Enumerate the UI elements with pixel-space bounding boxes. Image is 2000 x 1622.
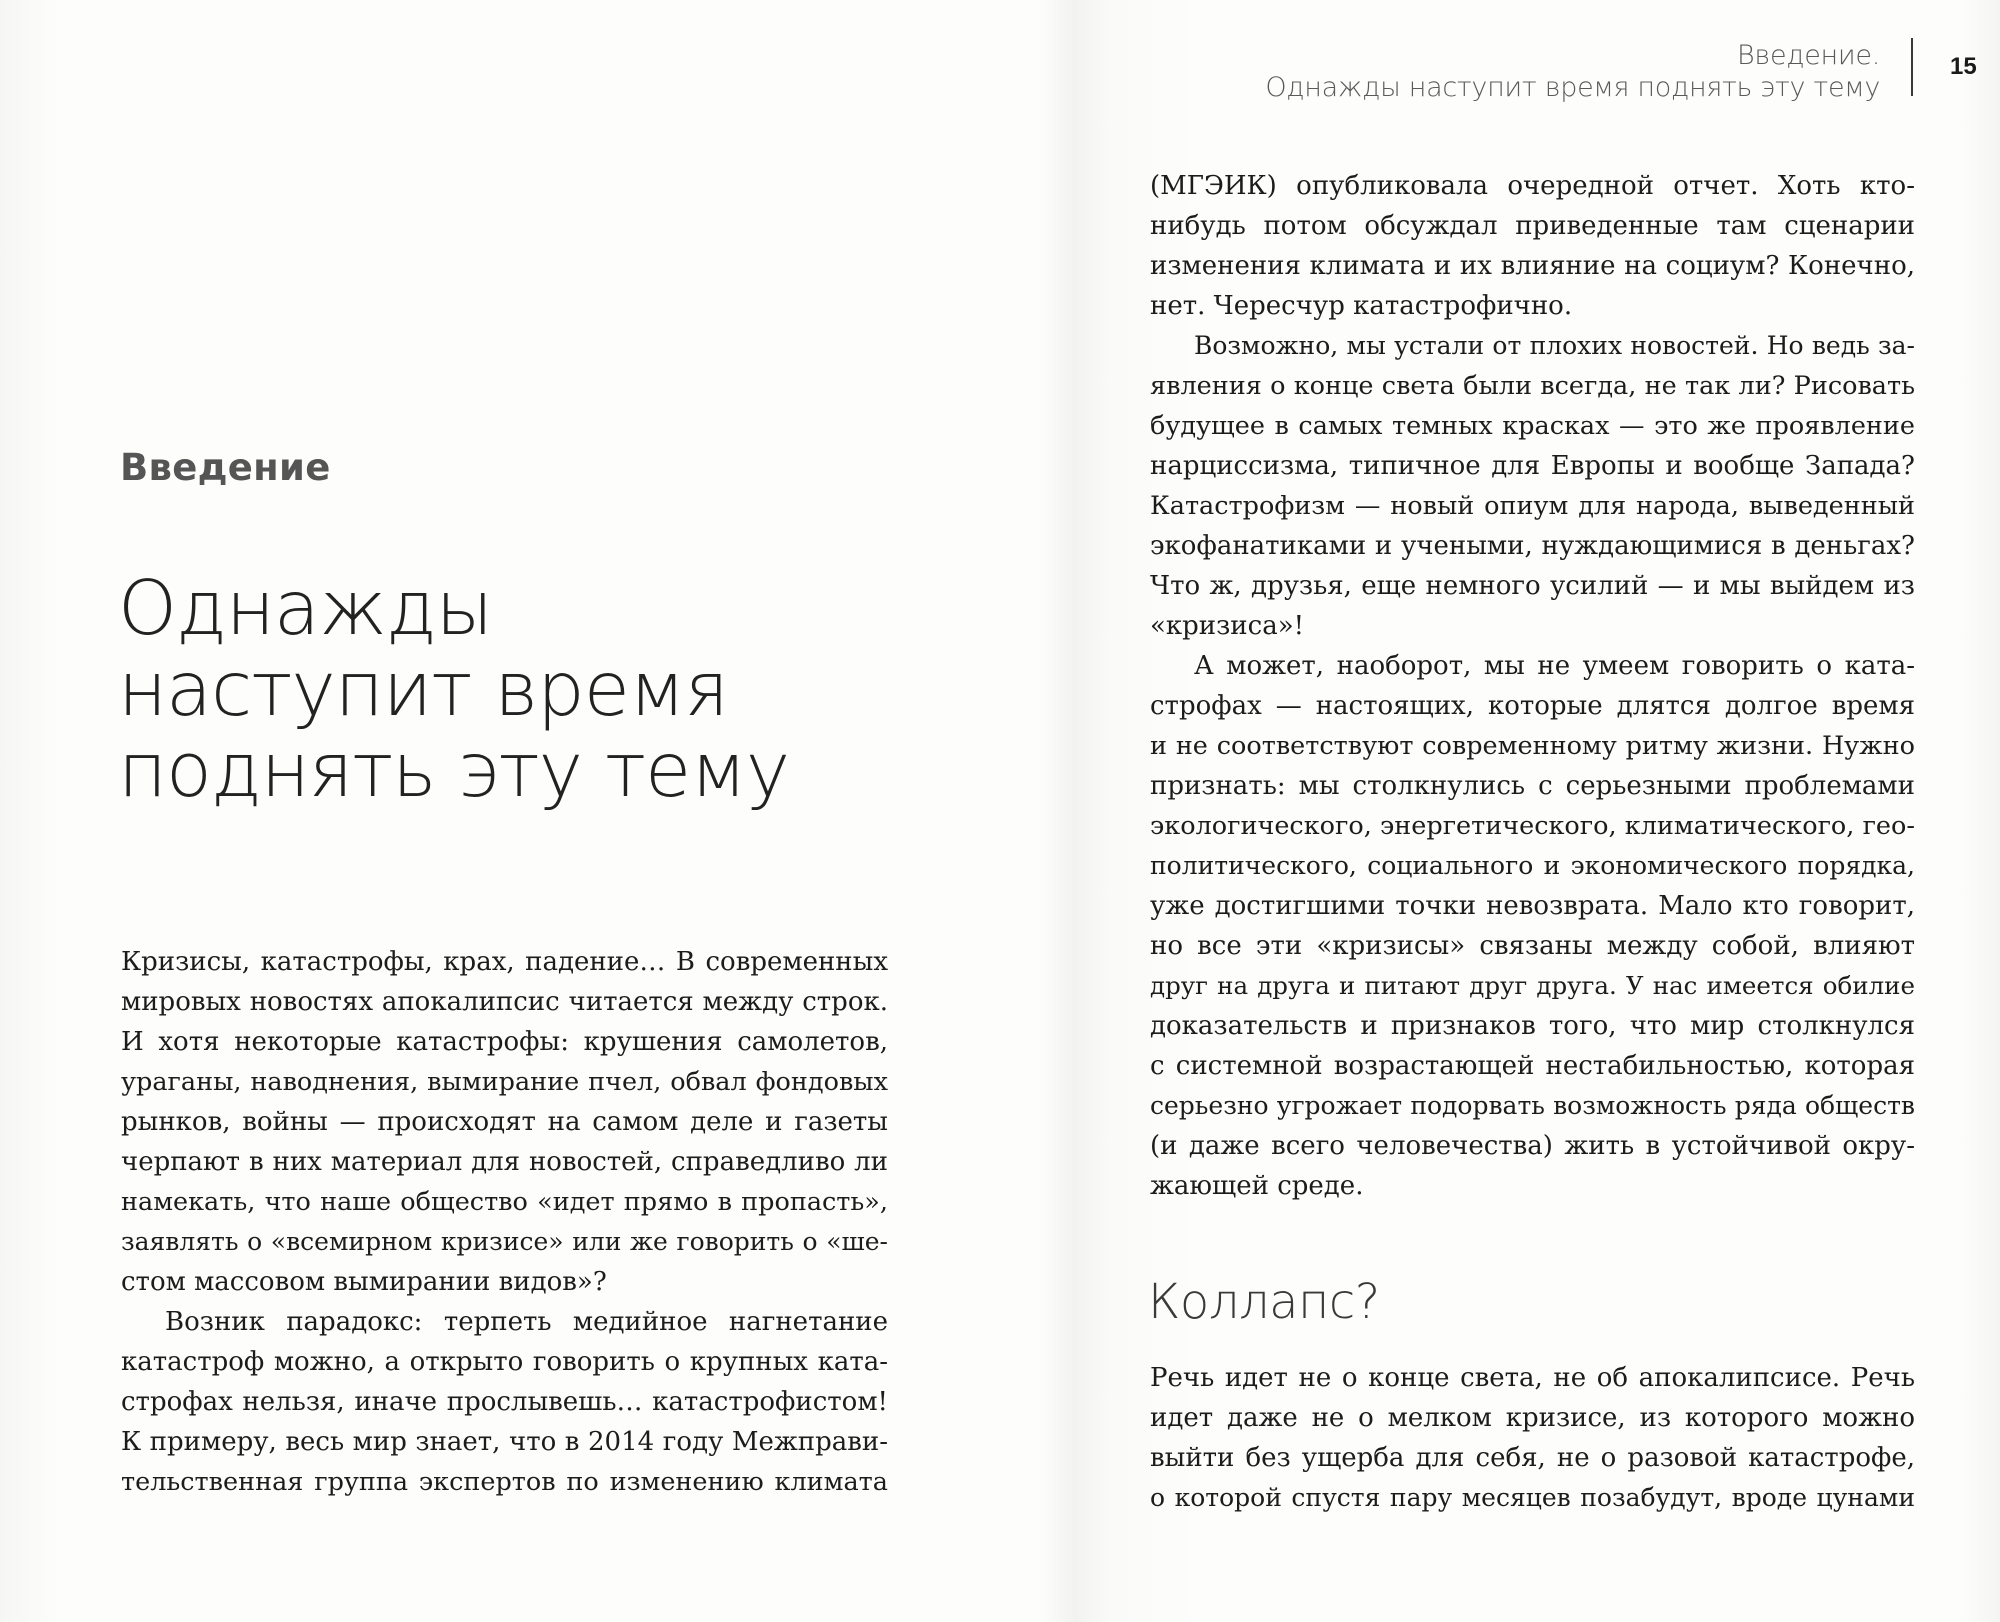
text-line: экофанатиками и учеными, нуждающимися в деньгах?: [1150, 531, 1915, 561]
text-line: о которой спустя пару месяцев позабудут, вроде цунами: [1150, 1483, 1915, 1512]
text-line: политического, социального и экономического порядка,: [1150, 851, 1915, 880]
chapter-label: Введение: [120, 446, 331, 489]
section-body-text: [1150, 1358, 1915, 1518]
right-body-text: [1150, 166, 1915, 1206]
text-line: идет даже не о мелком кризисе, из которого можно: [1150, 1403, 1915, 1433]
page-number: 15: [1950, 53, 1977, 80]
text-line: уже достигшими точки невозврата. Мало кто говорит,: [1150, 891, 1915, 921]
text-line: явления о конце света были всегда, не так ли? Рисовать: [1150, 371, 1915, 401]
text-line: намекать, что наше общество «идет прямо в пропасть»,: [121, 1187, 888, 1217]
chapter-title-line: Однажды: [118, 564, 493, 652]
text-line: Катастрофизм — новый опиум для народа, выведенный: [1150, 491, 1915, 521]
running-header-title: Однажды наступит время поднять эту тему: [1265, 72, 1880, 103]
text-line: Что ж, друзья, еще немного усилий — и мы выйдем из: [1150, 571, 1915, 601]
text-line: (и даже всего человечества) жить в устойчивой окру-: [1150, 1131, 1915, 1161]
text-line: А может, наоборот, мы не умеем говорить о ката-: [1194, 651, 1915, 681]
text-line: выйти без ущерба для себя, не о разовой катастрофе,: [1150, 1443, 1915, 1473]
text-line: черпают в них материал для новостей, справедливо ли: [121, 1147, 888, 1177]
left-body-text: [121, 942, 888, 1502]
text-line: жающей среде.: [1150, 1171, 1364, 1201]
text-line: К примеру, весь мир знает, что в 2014 году Межправи-: [121, 1427, 888, 1457]
running-header-chapter: Введение.: [1737, 40, 1880, 71]
text-line: «кризиса»!: [1150, 611, 1305, 641]
chapter-title: [118, 564, 858, 814]
text-line: мировых новостях апокалипсис читается между строк.: [121, 987, 888, 1017]
text-line: но все эти «кризисы» связаны между собой, влияют: [1150, 931, 1915, 961]
text-line: ураганы, наводнения, вымирание пчел, обвал фондовых: [121, 1067, 888, 1097]
text-line: стом массовом вымирании видов»?: [121, 1267, 607, 1297]
text-line: признать: мы столкнулись с серьезными проблемами: [1150, 771, 1915, 801]
text-line: И хотя некоторые катастрофы: крушения самолетов,: [121, 1027, 888, 1057]
text-line: (МГЭИК) опубликовала очередной отчет. Хоть кто-: [1150, 171, 1915, 201]
text-line: катастроф можно, а открыто говорить о крупных ката-: [121, 1347, 888, 1377]
running-header: [980, 40, 1880, 104]
header-divider: [1911, 38, 1913, 96]
text-line: серьезно угрожает подорвать возможность ряда обществ: [1150, 1091, 1915, 1120]
text-line: друг на друга и питают друг друга. У нас имеется обилие: [1150, 971, 1915, 1000]
text-line: нибудь потом обсуждал приведенные там сценарии: [1150, 211, 1915, 241]
text-line: Возник парадокс: терпеть медийное нагнетание: [165, 1307, 888, 1337]
text-line: Возможно, мы устали от плохих новостей. Но ведь за-: [1194, 331, 1915, 360]
text-line: будущее в самых темных красках — это же проявление: [1150, 411, 1915, 441]
text-line: рынков, войны — происходят на самом деле и газеты: [121, 1107, 888, 1137]
text-line: строфах — настоящих, которые длятся долгое время: [1150, 691, 1915, 721]
text-line: тельственная группа экспертов по изменению климата: [121, 1467, 888, 1497]
chapter-title-line: поднять эту тему: [118, 726, 790, 814]
text-line: строфах нельзя, иначе прослывешь… катастрофистом!: [121, 1387, 888, 1417]
text-line: нет. Чересчур катастрофично.: [1150, 291, 1573, 321]
text-line: заявлять о «всемирном кризисе» или же говорить о «ше-: [121, 1227, 888, 1256]
text-line: нарциссизма, типичное для Европы и вообще Запада?: [1150, 451, 1915, 481]
text-line: Кризисы, катастрофы, крах, падение… В современных: [121, 947, 888, 977]
text-line: и не соответствуют современному ритму жизни. Нужно: [1150, 731, 1915, 761]
section-heading: Коллапс?: [1148, 1274, 1380, 1330]
text-line: изменения климата и их влияние на социум? Конечно,: [1150, 251, 1915, 281]
text-line: экологического, энергетического, климатического, гео-: [1150, 811, 1915, 841]
text-line: Речь идет не о конце света, не об апокалипсисе. Речь: [1150, 1363, 1915, 1393]
text-line: доказательств и признаков того, что мир столкнулся: [1150, 1011, 1915, 1041]
chapter-title-line: наступит время: [118, 645, 728, 733]
text-line: с системной возрастающей нестабильностью, которая: [1150, 1051, 1915, 1081]
